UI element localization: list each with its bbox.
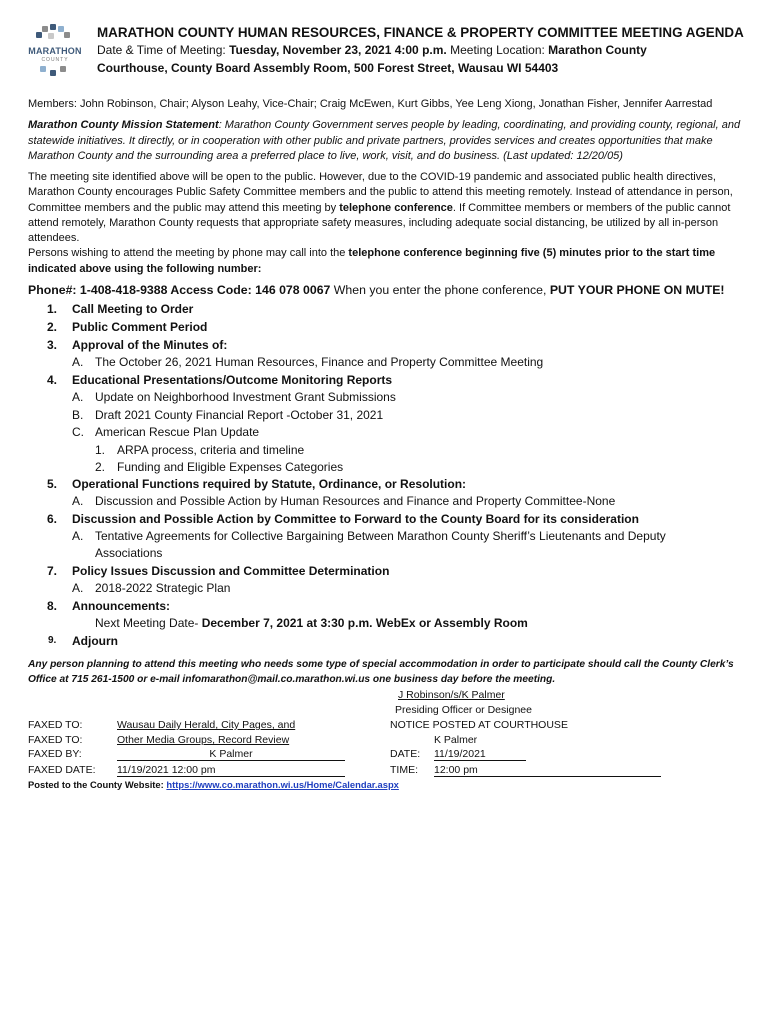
- open-meeting-text-1: The meeting site identified above will be open to the public. However, due to the COVID-19 pandemic and associated public health directives, Marathon County encourages Public Safety Committee members and the public to attend this meeting remotely. Instead of attendance in person, Committee members and the public may attend this meeting by: [28, 171, 733, 214]
- open-meeting-notice: [28, 170, 750, 277]
- item-number: 2.: [47, 320, 58, 334]
- agenda-header: [97, 24, 757, 77]
- website-label: Posted to the County Website:: [28, 779, 167, 790]
- item-number: A.: [72, 390, 84, 404]
- open-meeting-bold: telephone conference: [339, 201, 453, 214]
- item-number: 9.: [48, 635, 57, 646]
- faxed-by-value: [117, 747, 345, 761]
- item-text: 2018-2022 Strategic Plan: [95, 581, 231, 595]
- item-number: 4.: [47, 373, 58, 387]
- faxed-by-label: FAXED BY:: [28, 748, 82, 760]
- notice-posted-title: NOTICE POSTED AT COURTHOUSE: [390, 719, 568, 731]
- website-link[interactable]: https://www.co.marathon.wi.us/Home/Calendar.aspx: [166, 779, 399, 790]
- posted-time-text: 12:00 pm: [434, 764, 478, 776]
- next-meeting-date: [95, 615, 528, 631]
- item-text: Adjourn: [72, 634, 118, 648]
- item-number: C.: [72, 425, 84, 439]
- item-number: 6.: [47, 512, 58, 526]
- faxed-date-text: 11/19/2021 12:00 pm: [117, 764, 216, 776]
- accommodation-notice: Any person planning to attend this meeting who needs some type of special accommodation in order to participate should call the County Clerk’s Office at 715 261-1500 or e-mail infomarathon@mail.co.marathon.wi.us one business day before the meeting.: [28, 659, 734, 685]
- item-number: A.: [72, 494, 84, 508]
- item-number: 2.: [95, 460, 106, 474]
- item-text: Educational Presentations/Outcome Monitoring Reports: [72, 373, 393, 387]
- logo-wordmark: MARATHON: [28, 46, 82, 56]
- date-label: Date & Time of Meeting:: [97, 43, 226, 57]
- committee-members: Members: John Robinson, Chair; Alyson Leahy, Vice-Chair; Craig McEwen, Kurt Gibbs, Yee Leng Xiong, Jonathan Fisher, Jennifer Aarrestad: [28, 98, 713, 110]
- posted-date-label: DATE:: [390, 748, 421, 760]
- item-text: Discussion and Possible Action by Committee to Forward to the County Board for its consideration: [72, 512, 639, 526]
- signature-role: Presiding Officer or Designee: [395, 704, 532, 716]
- item-number: B.: [72, 408, 84, 422]
- notice-posted-by: K Palmer: [434, 734, 478, 746]
- signature-name: J Robinson/s/K Palmer: [398, 689, 505, 701]
- faxed-by-name: K Palmer: [209, 748, 253, 760]
- phone-instructions-text: Persons wishing to attend the meeting by phone may call into the: [28, 247, 349, 260]
- logo-subtitle: COUNTY: [41, 57, 69, 63]
- next-meeting-value: December 7, 2021 at 3:30 p.m. WebEx or Assembly Room: [201, 616, 528, 630]
- phone-line-text: When you enter the phone conference,: [330, 283, 550, 297]
- item-number: A.: [72, 529, 84, 543]
- item-text: The October 26, 2021 Human Resources, Finance and Property Committee Meeting: [95, 355, 544, 369]
- item-text: Discussion and Possible Action by Human Resources and Finance and Property Committee-None: [95, 494, 616, 508]
- item-number: 1.: [95, 443, 106, 457]
- location-value: Marathon County: [548, 43, 647, 57]
- posted-time-value: [434, 763, 661, 777]
- faxed-to-label-1: FAXED TO:: [28, 719, 83, 731]
- page-title: MARATHON COUNTY HUMAN RESOURCES, FINANCE & PROPERTY COMMITTEE MEETING AGENDA: [97, 25, 744, 40]
- item-text: Operational Functions required by Statute, Ordinance, or Resolution:: [72, 477, 467, 491]
- faxed-to-label-2: FAXED TO:: [28, 734, 83, 746]
- location-label: Meeting Location:: [450, 43, 545, 57]
- item-text: Funding and Eligible Expenses Categories: [117, 460, 344, 474]
- faxed-to-value-1: Wausau Daily Herald, City Pages, and: [117, 719, 296, 731]
- mission-text: : Marathon County Government serves people by leading, coordinating, and providing county, regional, and statewide initiatives. It directly, or in cooperation with other public and private partners, provides services and creates opportunities that make Marathon County and the surrounding area a preferred place to live, work, visit, and do business. (Last updated: 12/20/05): [28, 119, 741, 162]
- item-number: A.: [72, 355, 84, 369]
- website-line: [28, 778, 399, 792]
- phone-number: Phone#: 1-408-418-9388 Access Code: 146 078 0067: [28, 283, 331, 297]
- mission-statement: [28, 118, 750, 165]
- item-number: 8.: [47, 599, 58, 613]
- item-text: ARPA process, criteria and timeline: [117, 443, 305, 457]
- location-address: Courthouse, County Board Assembly Room, 500 Forest Street, Wausau WI 54403: [97, 61, 559, 75]
- item-text: Public Comment Period: [72, 320, 208, 334]
- posted-date-value: [434, 747, 526, 761]
- item-number: A.: [72, 581, 84, 595]
- next-meeting-label: Next Meeting Date-: [95, 616, 202, 630]
- item-text: Associations: [95, 546, 163, 560]
- open-meeting-text-2: . If Committee members or members of the public cannot attend remotely, Marathon County requests that appropriate safety measures, including adequate social distancing, be utilized by all in-person attendees.: [28, 201, 731, 245]
- item-text: Draft 2021 County Financial Report -October 31, 2021: [95, 408, 384, 422]
- faxed-to-value-2: Other Media Groups, Record Review: [117, 734, 290, 746]
- item-number: 1.: [47, 302, 58, 316]
- item-text: Policy Issues Discussion and Committee Determination: [72, 564, 390, 578]
- posted-date-text: 11/19/2021: [434, 748, 486, 760]
- posted-time-label: TIME:: [390, 764, 418, 776]
- mute-instruction: PUT YOUR PHONE ON MUTE!: [549, 283, 725, 297]
- item-text: Tentative Agreements for Collective Bargaining Between Marathon County Sheriff’s Lieutenants and Deputy: [95, 529, 666, 543]
- phone-instructions-bold: telephone conference beginning five (5) minutes prior to the start time indicated above using the following number:: [28, 247, 716, 275]
- item-text: Update on Neighborhood Investment Grant Submissions: [95, 390, 396, 404]
- item-number: 5.: [47, 477, 58, 491]
- faxed-date-label: FAXED DATE:: [28, 764, 96, 776]
- item-number: 3.: [47, 338, 58, 352]
- faxed-date-value: [117, 763, 345, 777]
- phone-conference-line: [28, 282, 725, 298]
- date-value: Tuesday, November 23, 2021 4:00 p.m.: [229, 43, 447, 57]
- item-text: Announcements:: [72, 599, 171, 613]
- item-text: Call Meeting to Order: [72, 302, 194, 316]
- item-text: American Rescue Plan Update: [95, 425, 260, 439]
- meeting-date-line: [97, 41, 757, 59]
- item-text: Approval of the Minutes of:: [72, 338, 228, 352]
- item-number: 7.: [47, 564, 58, 578]
- mission-label: Marathon County Mission Statement: [28, 119, 219, 131]
